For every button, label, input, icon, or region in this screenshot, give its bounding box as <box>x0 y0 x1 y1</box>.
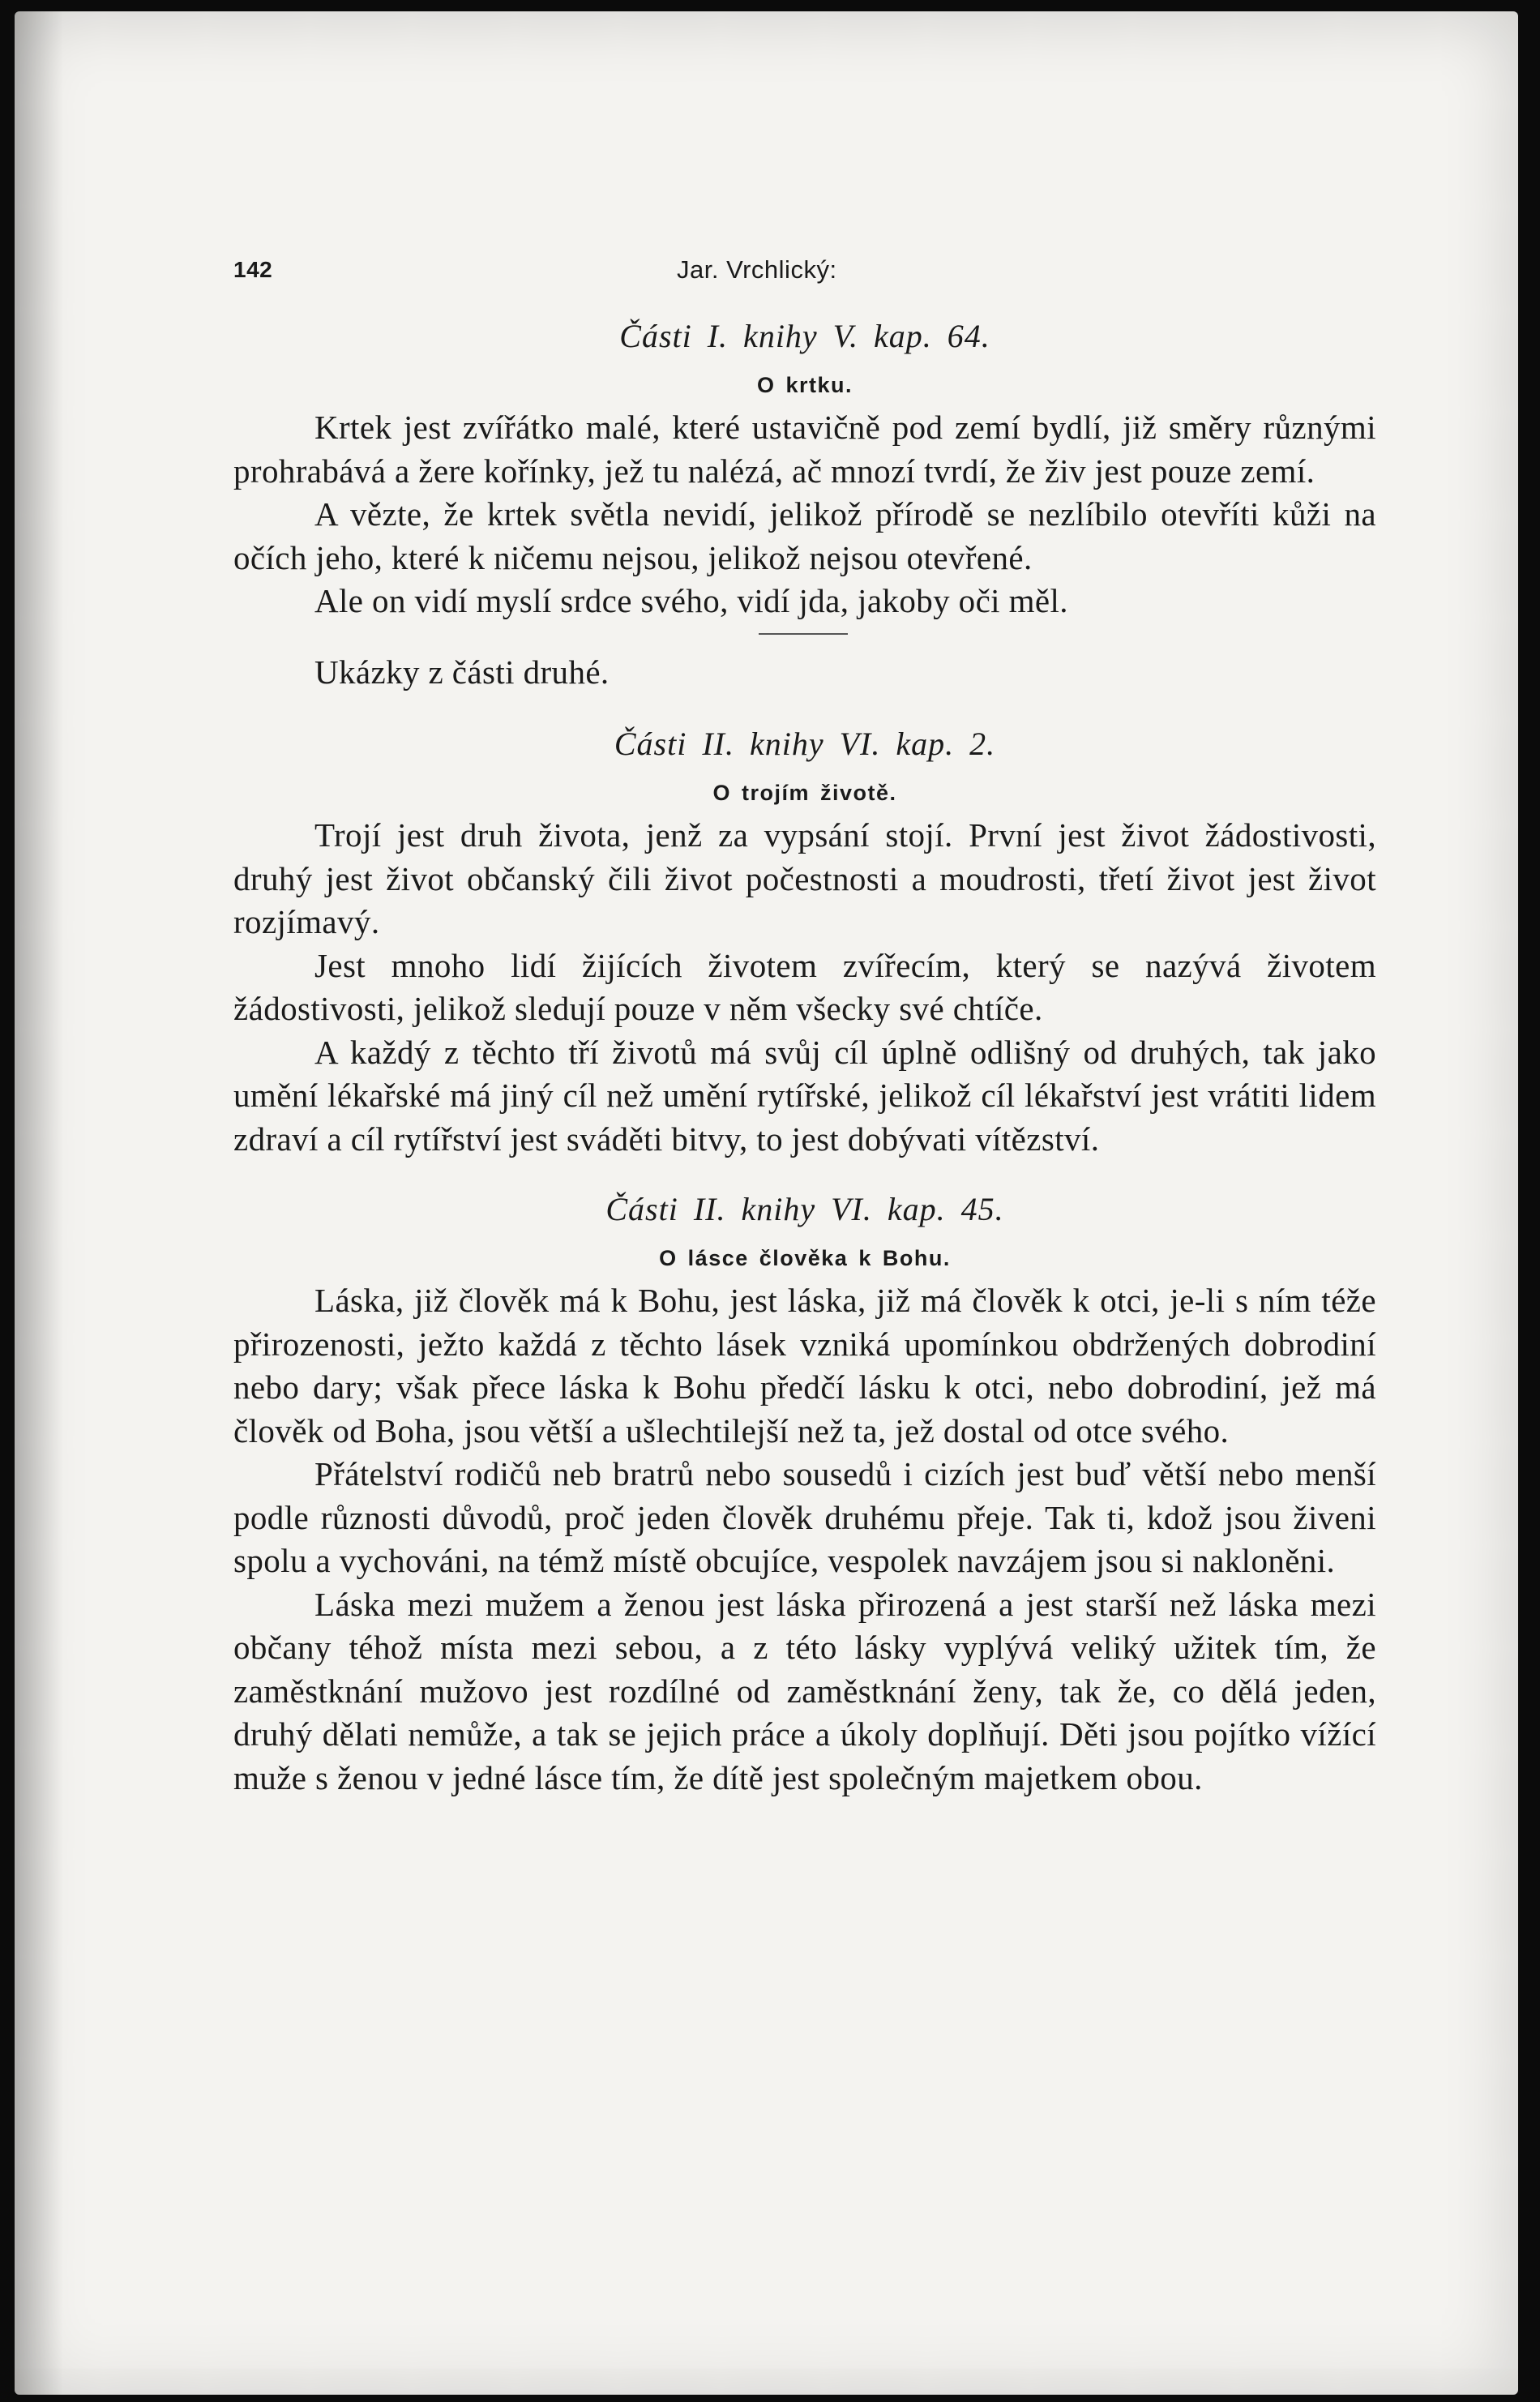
running-head: Jar. Vrchlický: <box>677 255 837 284</box>
section-o-krtku <box>233 317 1376 623</box>
paragraph: Láska mezi mužem a ženou jest láska přirozená a jest starší než láska mezi občany téhož místa mezi sebou, a z této lásky vyplývá veliký užitek tím, že zaměstknání mužovo jest rozdílné od zaměstknání ženy, tak že, co dělá jeden, druhý dělati nemůže, a tak se jejich práce a úkoly doplňují. Děti jsou pojítko vížící muže s ženou v jedné lásce tím, že dítě jest společným majetkem obou. <box>233 1585 1376 1796</box>
paragraph: Jest mnoho lidí žijících životem zvířecím, který se nazývá životem žádostivosti, jelikož sledují pouze v něm všecky své chtíče. <box>233 946 1376 1027</box>
page-number: 142 <box>233 257 273 282</box>
section-divider-rule <box>759 633 848 635</box>
section-reference: Části II. knihy VI. kap. 45. <box>605 1191 1004 1227</box>
section-title: O krtku. <box>756 373 853 397</box>
paragraph: A každý z těchto tří životů má svůj cíl úplně odlišný od druhých, tak jako umění lékařské má jiný cíl než umění rytířské, jelikož cíl lékařství jest vrátiti lidem zdraví a cíl rytířství jest sváděti bitvy, to jest dobývati vítězství. <box>233 1033 1376 1158</box>
paragraph: Krtek jest zvířátko malé, které ustavičně pod zemí bydlí, již směry různými prohrabává a žere kořínky, jež tu nalézá, ač mnozí tvrdí, že živ jest pouze zemí. <box>233 409 1376 490</box>
paragraph: Ale on vidí myslí srdce svého, vidí jda, jakoby oči měl. <box>314 582 1068 619</box>
page-content <box>233 234 1376 1800</box>
section-o-lasce-cloveka-k-bohu <box>233 1190 1376 1800</box>
section-o-trojim-zivote <box>233 725 1376 1161</box>
paragraph: A vězte, že krtek světla nevidí, jelikož přírodě se nezlíbilo otevříti kůži na očích jeho, které k ničemu nejsou, jelikož nejsou otevřené. <box>233 495 1376 576</box>
section-reference: Části I. knihy V. kap. 64. <box>619 318 990 354</box>
paragraph: Přátelství rodičů neb bratrů nebo sousedů i cizích jest buď větší nebo menší podle různosti důvodů, proč jeden člověk druhému přeje. Tak ti, kdož jsou živeni spolu a vychováni, na témž místě obcujíce, vespolek navzájem jsou si nakloněni. <box>233 1455 1376 1579</box>
scanned-page <box>15 11 1518 2395</box>
paragraph: Láska, již člověk má k Bohu, jest láska, již má člověk k otci, je-li s ním téže přirozenosti, ježto každá z těchto lásek vzniká upomínkou obdržených dobrodiní nebo dary; však přece láska k Bohu předčí lásku k otci, nebo dobrodiní, jež má člověk od Boha, jsou větší a ušlechtilejší než ta, jež dostal od otce svého. <box>233 1282 1376 1449</box>
page-header <box>233 234 1376 299</box>
part-heading: Ukázky z části druhé. <box>314 653 610 691</box>
paragraph: Trojí jest druh života, jenž za vypsání stojí. První jest život žádostivosti, druhý jest život občanský čili život počestnosti a moudrosti, třetí život jest život rozjímavý. <box>233 816 1376 940</box>
section-title: O trojím životě. <box>712 781 897 805</box>
section-title: O lásce člověka k Bohu. <box>659 1246 951 1270</box>
section-reference: Části II. knihy VI. kap. 2. <box>614 726 996 762</box>
